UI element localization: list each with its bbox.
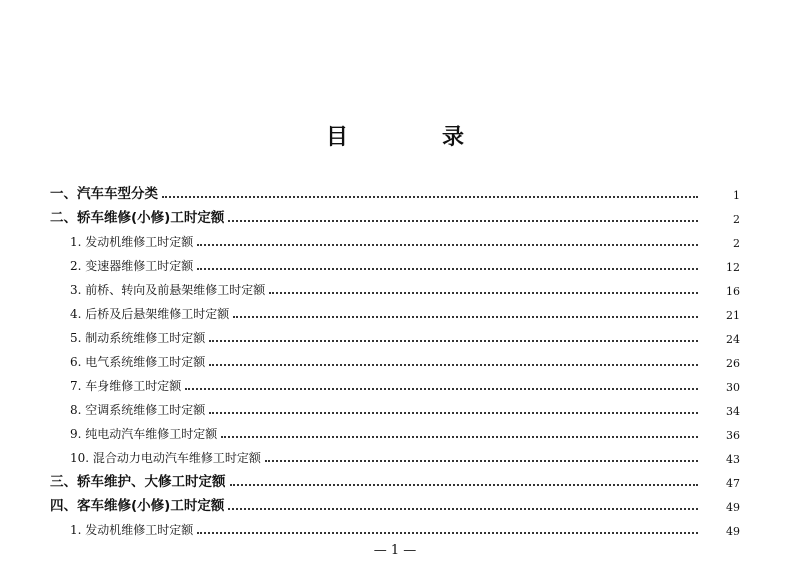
dot-leader [230,484,699,486]
dot-leader [209,364,698,366]
toc-entry-page: 1 [733,189,740,202]
toc-entry[interactable] [0,374,790,394]
toc-entry-page: 26 [726,357,740,370]
toc-entry-label: 9. 纯电动汽车维修工时定额 [70,427,218,441]
toc-entry-label: 5. 制动系统维修工时定额 [70,331,206,345]
toc-entry-page: 2 [733,213,740,226]
dot-leader [228,220,698,222]
toc-entry-label: 10. 混合动力电动汽车维修工时定额 [70,451,261,465]
page-title: 目 录 [325,125,500,150]
toc-entry-page: 16 [726,285,740,298]
toc-entry[interactable] [0,230,790,250]
dot-leader [162,196,698,198]
toc-entry-page: 24 [726,333,740,346]
dot-leader [269,292,698,294]
toc-entry-label: 4. 后桥及后悬架维修工时定额 [70,307,230,321]
toc-entry-label: 3. 前桥、转向及前悬架维修工时定额 [70,283,266,297]
toc-entry-page: 2 [733,237,740,250]
toc-entry[interactable] [0,422,790,442]
page-number-footer: — 1 — [373,543,417,558]
toc-entry-label: 1. 发动机维修工时定额 [70,523,194,537]
toc-entry[interactable] [0,182,790,202]
dot-leader [233,316,698,318]
dot-leader [265,460,698,462]
toc-entry[interactable] [0,518,790,538]
toc-entry-label: 6. 电气系统维修工时定额 [70,355,206,369]
toc-entry[interactable] [0,470,790,490]
toc-entry-page: 47 [726,477,740,490]
dot-leader [209,412,698,414]
toc-entry-page: 49 [726,525,740,538]
toc-entry-label: 7. 车身维修工时定额 [70,379,182,393]
dot-leader [197,268,698,270]
toc-entry[interactable] [0,206,790,226]
dot-leader [185,388,698,390]
dot-leader [197,532,698,534]
toc-entry-page: 30 [726,381,740,394]
toc-entry[interactable] [0,350,790,370]
toc-entry[interactable] [0,398,790,418]
dot-leader [197,244,698,246]
dot-leader [209,340,698,342]
toc-entry[interactable] [0,326,790,346]
toc-entry[interactable] [0,302,790,322]
toc-entry[interactable] [0,254,790,274]
toc-entry-page: 21 [726,309,740,322]
toc-entry-page: 36 [726,429,740,442]
dot-leader [221,436,698,438]
toc-entry[interactable] [0,446,790,466]
toc-entry[interactable] [0,278,790,298]
toc-entry-page: 49 [726,501,740,514]
toc-entry-label: 一、汽车车型分类 [50,186,158,202]
toc-entry-label: 四、客车维修(小修)工时定额 [50,498,225,514]
toc-entry-label: 8. 空调系统维修工时定额 [70,403,206,417]
toc-entry-page: 12 [726,261,740,274]
dot-leader [228,508,698,510]
toc-entry-page: 43 [726,453,740,466]
toc-entry-label: 1. 发动机维修工时定额 [70,235,194,249]
toc-entry-page: 34 [726,405,740,418]
toc-entry-label: 二、轿车维修(小修)工时定额 [50,210,225,226]
toc-entry[interactable] [0,494,790,514]
toc-entry-label: 2. 变速器维修工时定额 [70,259,194,273]
toc-entry-label: 三、轿车维护、大修工时定额 [50,474,226,490]
